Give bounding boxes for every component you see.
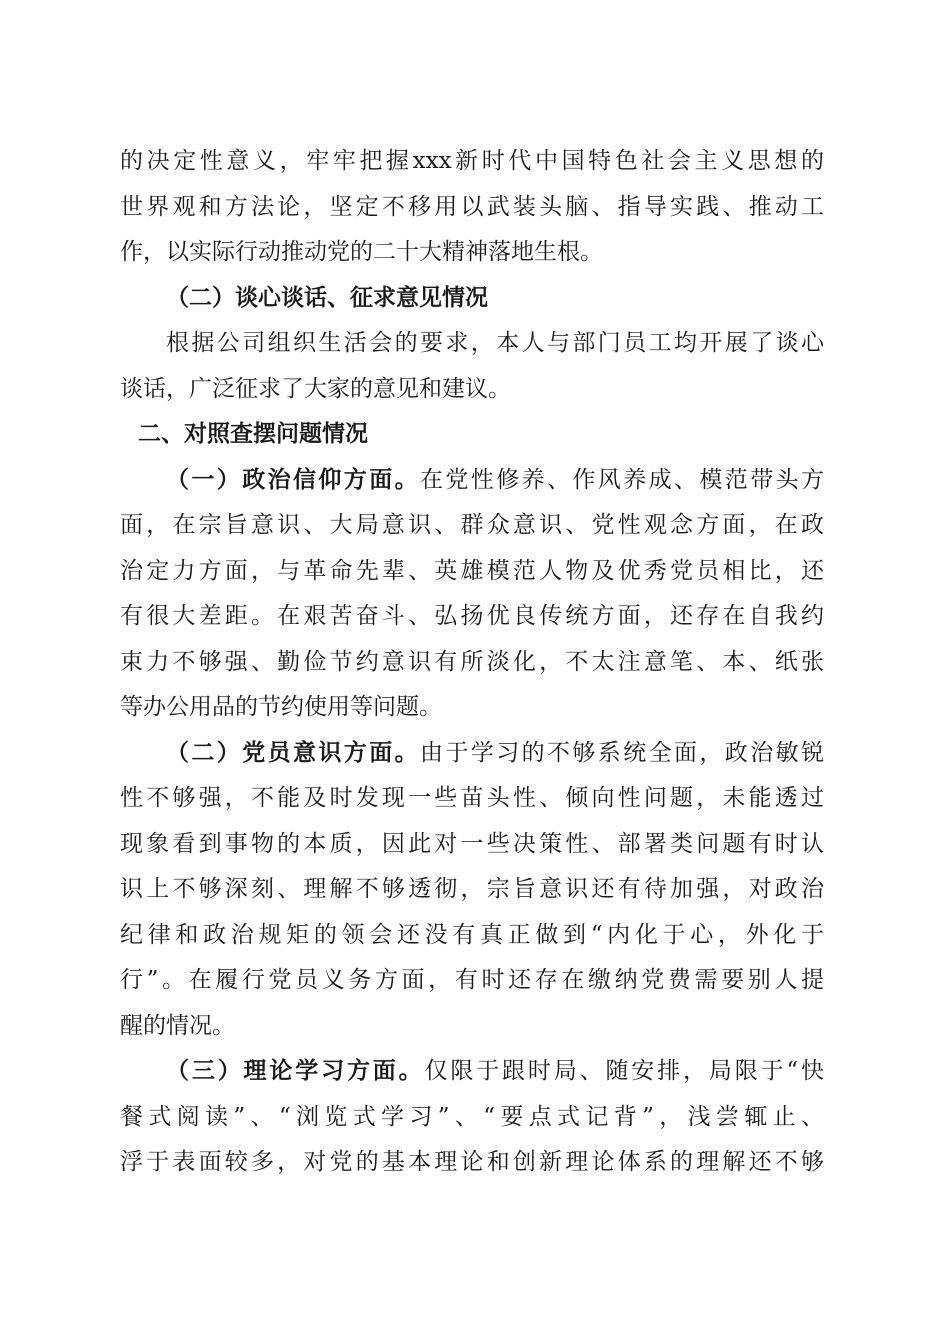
paragraph-text: 仅限于跟时局、随安排，局限于“快 [424, 1058, 824, 1084]
body-line: 根据公司组织生活会的要求，本人与部门员工均开展了谈心 [166, 330, 824, 356]
subheading-political: （一）政治信仰方面。 [166, 466, 420, 493]
paragraph-text: 由于学习的不够系统全面，政治敏锐 [420, 739, 824, 766]
body-line: 性不够强，不能及时发现一些苗头性、倾向性问题，未能透过 [120, 785, 824, 811]
body-line: 治定力方面，与革命先辈、英雄模范人物及优秀党员相比，还 [120, 557, 824, 584]
body-line: 等办公用品的节约使用等问题。 [120, 694, 442, 720]
body-line: 现象看到事物的本质，因此对一些决策性、部署类问题有时认 [120, 830, 824, 857]
section-heading-problems: 二、对照查摆问题情况 [138, 421, 368, 447]
paragraph-first-line [120, 1049, 824, 1095]
body-line: 世界观和方法论，坚定不移用以武装头脑、指导实践、推动工 [120, 193, 824, 220]
body-line: 谈话，广泛征求了大家的意见和建议。 [120, 375, 511, 402]
body-line: 识上不够深刻、理解不够透彻，宗旨意识还有待加强，对政治 [120, 876, 824, 902]
body-line: 餐式阅读”、“浏览式学习”、“要点式记背”，浅尝辄止、 [120, 1103, 824, 1130]
paragraph-text: 在党性修养、作风养成、模范带头方 [420, 466, 824, 493]
body-line: 纪律和政治规矩的领会还没有真正做到“内化于心，外化于 [120, 921, 824, 948]
body-line: 浮于表面较多，对党的基本理论和创新理论体系的理解还不够 [120, 1149, 824, 1175]
subheading-party-member: （二）党员意识方面。 [166, 739, 420, 766]
body-line: 的决定性意义，牢牢把握xxx新时代中国特色社会主义思想的 [120, 148, 824, 174]
body-line: 作，以实际行动推动党的二十大精神落地生根。 [120, 239, 603, 265]
paragraph-first-line [120, 731, 824, 777]
body-line: 面，在宗旨意识、大局意识、群众意识、党性观念方面，在政 [120, 512, 824, 538]
body-line: 有很大差距。在艰苦奋斗、弘扬优良传统方面，还存在自我约 [120, 603, 824, 629]
body-line: 行”。在履行党员义务方面，有时还存在缴纳党费需要别人提 [120, 967, 824, 993]
paragraph-first-line [120, 458, 824, 504]
document-body [120, 139, 824, 1186]
body-line: 醒的情况。 [120, 1012, 235, 1039]
section-subheading-talks: （二）谈心谈话、征求意见情况 [166, 284, 488, 311]
body-line: 束力不够强、勤俭节约意识有所淡化，不太注意笔、本、纸张 [120, 648, 824, 675]
subheading-theory: （三）理论学习方面。 [166, 1058, 425, 1084]
